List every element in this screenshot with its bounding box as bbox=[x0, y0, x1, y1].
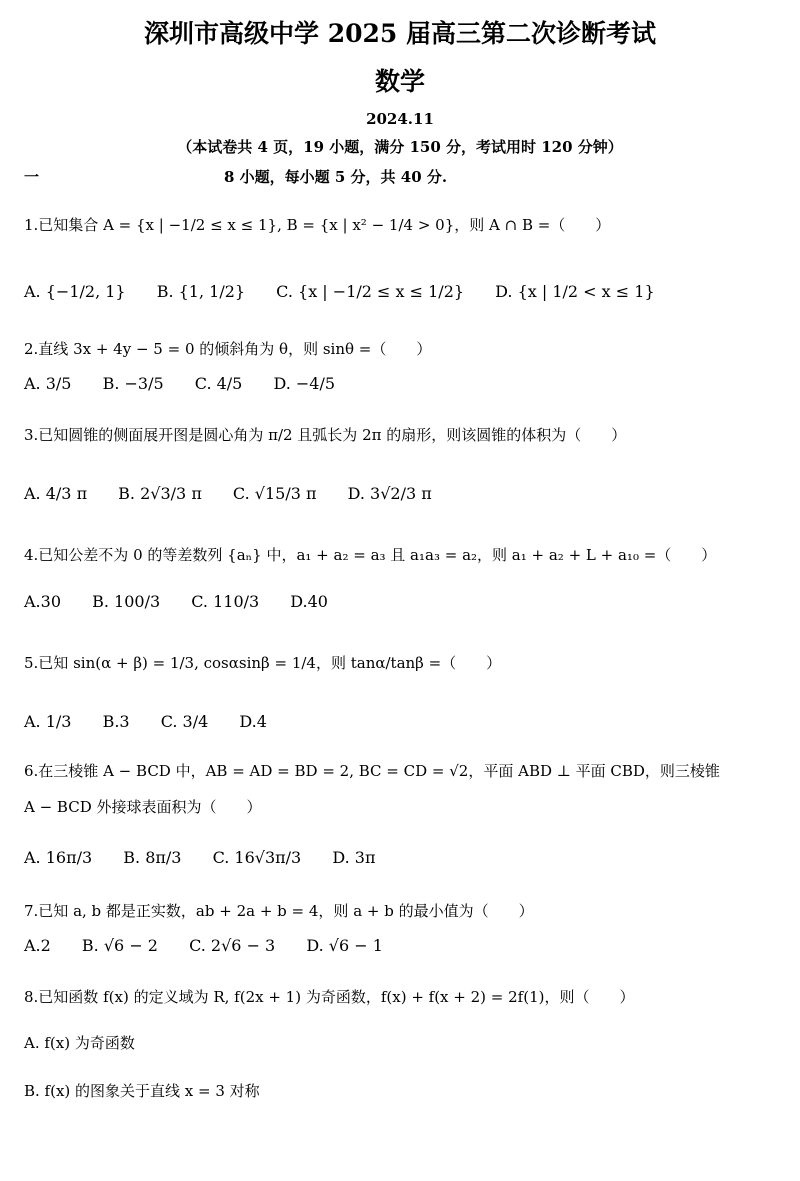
question-7-stem: 7.已知 a, b 都是正实数，ab + 2a + b = 4，则 a + b 的最小值为（ ） bbox=[24, 902, 534, 920]
option: C. 3/4 bbox=[160, 712, 209, 731]
option: B. 100/3 bbox=[92, 592, 161, 611]
option: B. 2√3/3 π bbox=[118, 484, 202, 503]
exam-subject: 数学 bbox=[374, 67, 425, 96]
option: B. √6 − 2 bbox=[81, 936, 158, 955]
option: D. {x | 1/2 < x ≤ 1} bbox=[495, 282, 655, 301]
question-5-options bbox=[24, 712, 293, 731]
option: C. 16√3π/3 bbox=[212, 848, 302, 867]
option: A. 1/3 bbox=[24, 712, 72, 731]
option: B. 8π/3 bbox=[123, 848, 182, 867]
section-heading bbox=[24, 166, 448, 187]
question-2-options bbox=[24, 374, 361, 393]
option: B. {1, 1/2} bbox=[156, 282, 246, 301]
question-6-stem: 6.在三棱锥 A − BCD 中，AB = AD = BD = 2, BC = CD = √2，平面 ABD ⊥ 平面 CBD，则三棱锥 bbox=[24, 762, 720, 780]
option: C. 4/5 bbox=[194, 374, 243, 393]
option: C. {x | −1/2 ≤ x ≤ 1/2} bbox=[276, 282, 465, 301]
section-number: 一 bbox=[24, 168, 40, 186]
option: A. {−1/2, 1} bbox=[24, 282, 126, 301]
option: D. √6 − 1 bbox=[306, 936, 383, 955]
question-8-option-b: B. f(x) 的图象关于直线 x = 3 对称 bbox=[24, 1082, 260, 1100]
option: B.3 bbox=[102, 712, 130, 731]
question-1-stem: 1.已知集合 A = {x | −1/2 ≤ x ≤ 1}, B = {x | x² − 1/4 > 0}，则 A ∩ B =（ ） bbox=[24, 216, 611, 234]
question-8-option-a: A. f(x) 为奇函数 bbox=[24, 1034, 135, 1052]
option: B. −3/5 bbox=[102, 374, 164, 393]
option: A. 16π/3 bbox=[24, 848, 93, 867]
question-6-options bbox=[24, 848, 401, 867]
question-5-stem: 5.已知 sin(α + β) = 1/3, cosαsinβ = 1/4，则 tanα/tanβ =（ ） bbox=[24, 654, 502, 672]
option: C. 2√6 − 3 bbox=[189, 936, 276, 955]
option: C. √15/3 π bbox=[232, 484, 317, 503]
question-2-stem: 2.直线 3x + 4y − 5 = 0 的倾斜角为 θ，则 sinθ =（ ） bbox=[24, 340, 432, 358]
option: C. 110/3 bbox=[191, 592, 260, 611]
question-4-stem: 4.已知公差不为 0 的等差数列 {aₙ} 中，a₁ + a₂ = a₃ 且 a₁a₃ = a₂，则 a₁ + a₂ + L + a₁₀ =（ ） bbox=[24, 546, 717, 564]
exam-title: 深圳市高级中学 2025 届高三第二次诊断考试 bbox=[144, 19, 656, 48]
option: A. 4/3 π bbox=[24, 484, 88, 503]
option: A.30 bbox=[24, 592, 61, 611]
question-8-stem: 8.已知函数 f(x) 的定义域为 R, f(2x + 1) 为奇函数，f(x) + f(x + 2) = 2f(1)，则（ ） bbox=[24, 988, 635, 1006]
section-title: 8 小题，每小题 5 分，共 40 分. bbox=[224, 168, 448, 186]
question-7-options bbox=[24, 936, 409, 955]
option: D.40 bbox=[290, 592, 328, 611]
option: A.2 bbox=[24, 936, 51, 955]
option: D.4 bbox=[239, 712, 267, 731]
question-1-options bbox=[24, 282, 681, 301]
question-6-stem-continued: A − BCD 外接球表面积为（ ） bbox=[24, 798, 262, 816]
option: D. 3√2/3 π bbox=[347, 484, 432, 503]
exam-note: （本试卷共 4 页，19 小题，满分 150 分，考试用时 120 分钟） bbox=[177, 138, 623, 156]
question-3-stem: 3.已知圆锥的侧面展开图是圆心角为 π/2 且弧长为 2π 的扇形，则该圆锥的体积为（ ） bbox=[24, 426, 627, 444]
option: A. 3/5 bbox=[24, 374, 72, 393]
option: D. 3π bbox=[332, 848, 376, 867]
question-3-options bbox=[24, 484, 458, 503]
question-4-options bbox=[24, 592, 354, 611]
exam-date: 2024.11 bbox=[366, 110, 434, 128]
option: D. −4/5 bbox=[273, 374, 336, 393]
